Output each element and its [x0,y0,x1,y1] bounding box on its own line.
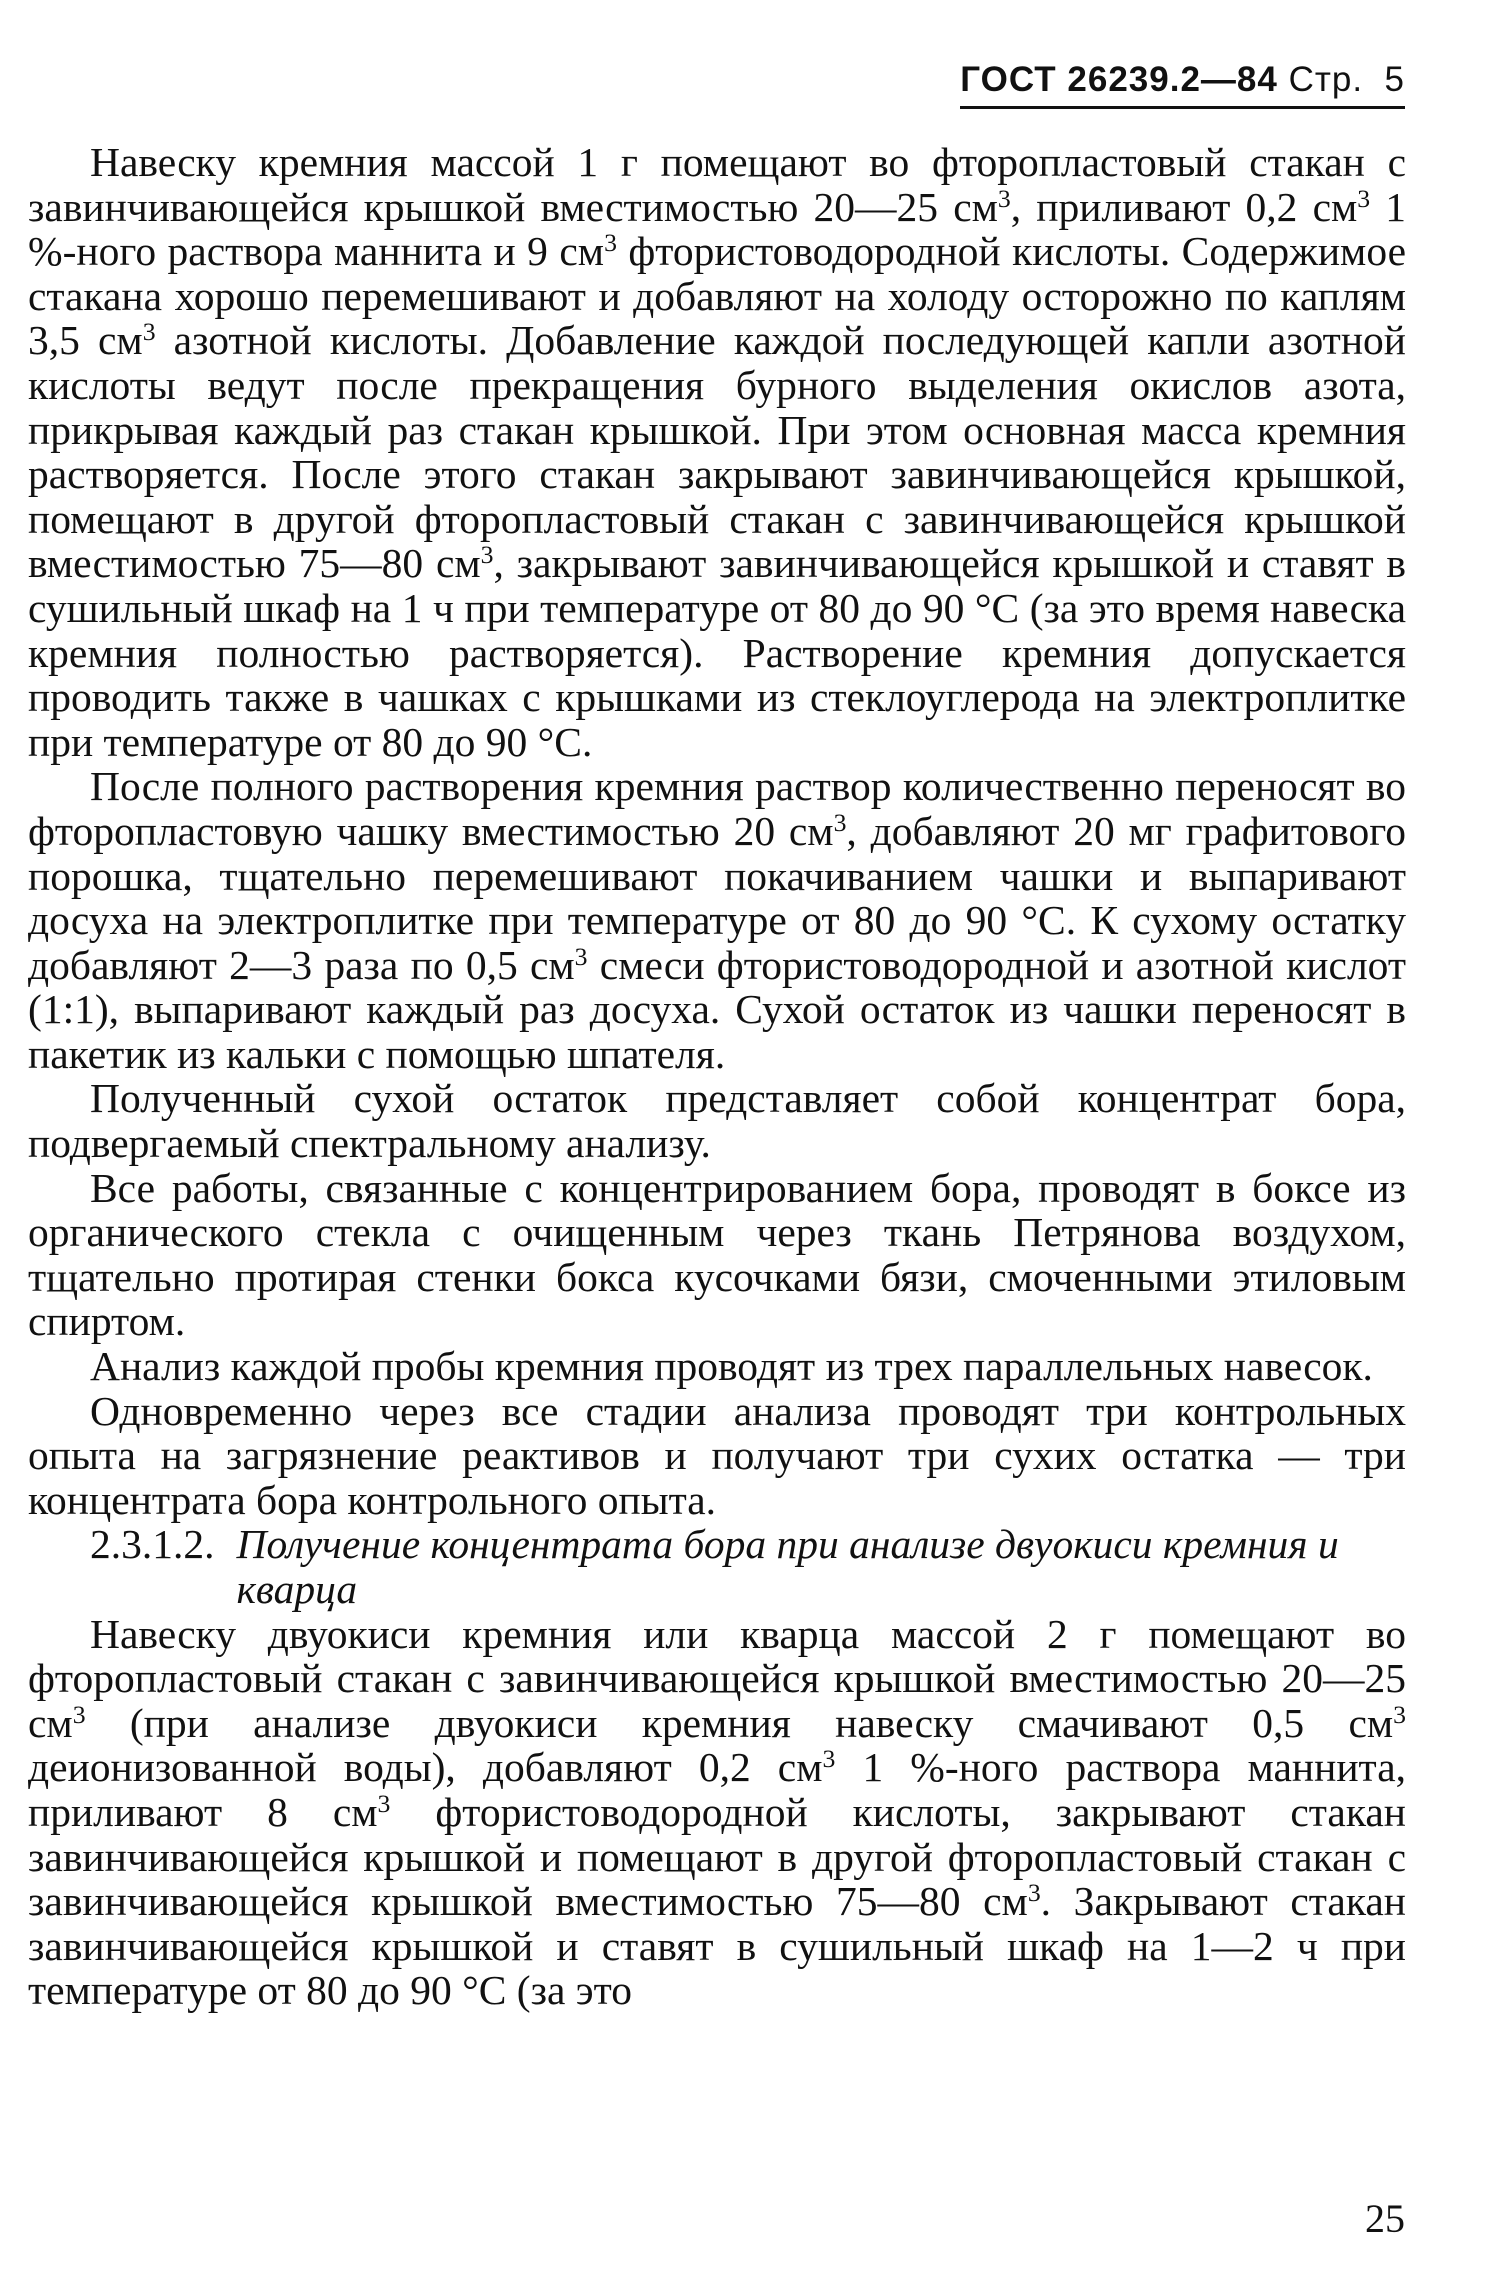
page-footer-number: 25 [1365,2196,1405,2241]
text-span: , закрывают завинчивающейся крышкой и ставят в сушильный шкаф на 1 ч при температуре от 80 до 90 °С (за это время навеска кремния полностью растворяется). Растворение кремния допускается проводить также в чашках с крышками из стеклоуглерода на электроплитке при температуре от 80 до 90 °С. [28,540,1406,765]
text-span: Навеску кремния массой 1 г помещают во фторопластовый стакан с завинчивающейся крышкой вместимостью 20—25 см [28,139,1406,230]
text-span: После полного растворения кремния раствор количественно переносят во фторопластовую чашку вместимостью 20 см [28,763,1406,854]
superscript: 3 [1357,183,1371,213]
text-span: смеси фтористоводородной и азотной кислот (1:1), выпаривают каждый раз досуха. Сухой остаток из чашки переносят в пакетик из кальки с помощью шпателя. [28,941,1406,1077]
paragraph-concentrate [28,1076,1406,1165]
superscript: 3 [574,941,588,971]
section-number: 2.3.1.2. [90,1521,215,1568]
paragraph-silica-quartz [28,1612,1406,2013]
superscript: 3 [997,183,1011,213]
paragraph-box-work [28,1166,1406,1344]
superscript: 3 [1027,1878,1041,1908]
superscript: 3 [377,1788,391,1818]
superscript: 3 [833,807,847,837]
text-span: 1 %-ного раствора маннита и 9 см [28,183,1407,275]
text-span: фтористоводородной кислоты, закрывают стакан завинчивающейся крышкой и помещают в другой фторопластовый стакан с завинчивающейся крышкой вместимостью 75—80 см [28,1788,1406,1925]
section-heading [28,1522,1406,1611]
paragraph-evaporation [28,764,1406,1076]
text-span: , приливают 0,2 см [1010,183,1358,230]
text-span: Анализ каждой пробы кремния проводят из трех параллельных навесок. [90,1343,1373,1390]
text-span: Навеску двуокиси кремния или кварца массой 2 г помещают во фторопластовый стакан с завинчивающейся крышкой вместимостью 20—25 см [28,1610,1406,1746]
text-span: . Закрывают стакан завинчивающейся крышкой и ставят в сушильный шкаф на 1—2 ч при температуре от 80 до 90 °С (за это [28,1878,1407,2014]
paragraph-parallel-samples [28,1344,1406,1389]
text-span: Все работы, связанные с концентрированием бора, проводят в боксе из органического стекла с очищенным через ткань Петрянова воздухом, тщательно протирая стенки бокса кусочками бязи, смоченными этиловым спиртом. [28,1164,1406,1345]
text-span: , добавляют 20 мг графитового порошка, тщательно перемешивают покачиванием чашки и выпаривают досуха на электроплитке при температуре от 80 до 90 °С. К сухому остатку добавляют 2—3 раза по 0,5 см [28,807,1406,988]
superscript: 3 [72,1699,86,1729]
section-title: Получение концентрата бора при анализе двуокиси кремния и кварца [236,1521,1339,1612]
superscript: 3 [1393,1699,1406,1729]
superscript: 3 [142,317,156,347]
text-span: азотной кислоты. Добавление каждой последующей капли азотной кислоты ведут после прекращения бурного выделения окислов азота, прикрывая каждый раз стакан крышкой. При этом основная масса кремния растворяется. После этого стакан закрывают завинчивающейся крышкой, помещают в другой фторопластовый стакан с завинчивающейся крышкой вместимостью 75—80 см [28,317,1406,587]
superscript: 3 [480,540,494,570]
header-page-number: 5 [1384,60,1405,99]
text-span: (при анализе двуокиси кремния навеску смачивают 0,5 см [85,1699,1394,1746]
text-span: Полученный сухой остаток представляет собой концентрат бора, подвергаемый спектральному анализу. [28,1075,1406,1167]
text-span: Одновременно через все стадии анализа проводят три контрольных опыта на загрязнение реактивов и получают три сухих остатка — три концентрата бора контрольного опыта. [28,1387,1406,1523]
document-body [28,140,1406,2013]
paragraph-dissolution [28,140,1406,764]
page-label: Стр. [1288,60,1364,99]
page-header [960,60,1405,109]
superscript: 3 [822,1744,836,1774]
text-span: 1 %-ного раствора маннита, приливают 8 см [28,1744,1406,1835]
superscript: 3 [604,228,617,258]
standard-number: ГОСТ 26239.2—84 [960,60,1278,99]
text-span: деионизованной воды), добавляют 0,2 см [28,1744,823,1791]
text-span: фтористоводородной кислоты. Содержимое стакана хорошо перемешивают и добавляют на холоду осторожно по каплям 3,5 см [28,228,1406,364]
paragraph-control-experiments [28,1389,1406,1523]
